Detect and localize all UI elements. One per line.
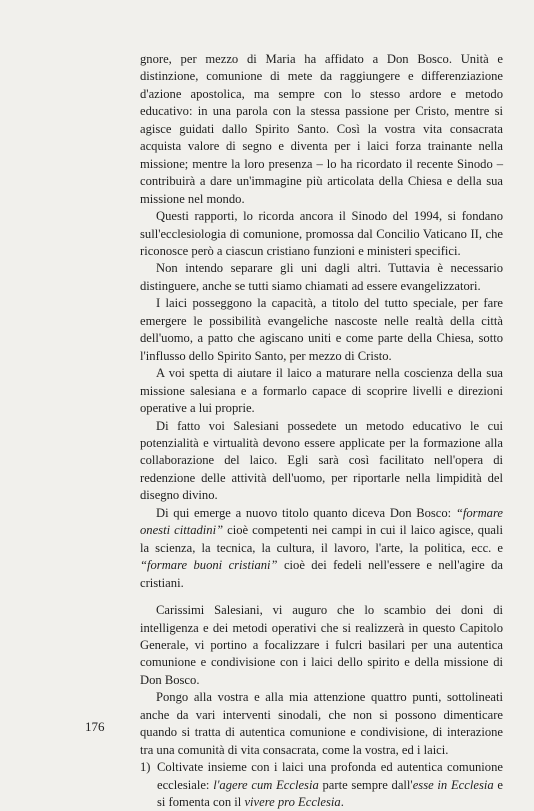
paragraph-8: Carissimi Salesiani, vi auguro che lo scambio dei doni di intelligenza e dei metodi operativi che si realizzerà in questo Capitolo Generale, vi portino a focalizzare i fulcri basilari per una autentica comunione e condivisione con i laici dello spirito e della missione di Don Bosco. bbox=[140, 603, 503, 687]
list-item-1 bbox=[140, 759, 503, 811]
list-item-1-number: 1) bbox=[140, 760, 151, 775]
paragraph-7-text-a: Di qui emerge a nuovo titolo quanto diceva Don Bosco: bbox=[156, 505, 456, 520]
latin-agere-cum-ecclesia: l'agere cum Ecclesia bbox=[213, 777, 319, 792]
quote-buoni-cristiani: “formare buoni cristiani” bbox=[140, 558, 278, 573]
paragraph-2: Questi rapporti, lo ricorda ancora il Sinodo del 1994, si fondano sull'ecclesiologia di comunione, promossa dal Concilio Vaticano II, che riconosce però a ciascun cristiano funzioni e ministeri specifici. bbox=[140, 209, 503, 258]
list-item-1-text-c: parte sempre dall' bbox=[318, 777, 413, 792]
latin-esse-in-ecclesia: esse in Ecclesia bbox=[412, 777, 494, 792]
paragraph-7-text-e: cioè dei fedeli nell'essere e nell'agire da cristiani. bbox=[140, 558, 503, 590]
paragraph-6: Di fatto voi Salesiani possedete un metodo educativo le cui potenzialità e virtualità devono essere applicate per la formazione alla collaborazione del laico. Egli sarà così facilitato nell'opera di redenzione delle attività dell'uomo, per riportarle nella limpidità del disegno divino. bbox=[140, 418, 503, 503]
paragraph-1: gnore, per mezzo di Maria ha affidato a Don Bosco. Unità e distinzione, comunione di mete da raggiungere e differenziazione d'azione apostolica, ma sempre con lo stesso ardore e metodo educativo: in una parola con la stessa passione per Cristo, mentre si agisce guidati dallo Spirito Santo. Così la vostra vita consacrata acquista valore di segno e diventa per i laici forza trainante nella missione; mentre la loro presenza – lo ha ricordato il recente Sinodo – contribuirà a dare un'immagine più articolata della Chiesa e della sua missione nel mondo. bbox=[140, 52, 503, 206]
quote-onesti-cittadini: “formare onesti cittadini” bbox=[140, 505, 503, 538]
paragraph-9: Pongo alla vostra e alla mia attenzione quattro punti, sottolineati anche da vari interventi sinodali, che non si possono dimenticare quando si tratta di autentica comunione e condivisione, di interazione tra una comunità di vita consacrata, come la vostra, ed i laici. bbox=[140, 690, 503, 757]
section-gap bbox=[140, 592, 503, 602]
paragraph-5: A voi spetta di aiutare il laico a maturare nella coscienza della sua missione salesiana e a formarlo capace di scoprire livelli e direzioni operative a lui proprie. bbox=[140, 366, 503, 416]
paragraph-4: I laici posseggono la capacità, a titolo del tutto speciale, per fare emergere le possibilità evangeliche nascoste nelle realtà della città dell'uomo, a patto che agiscano uniti e come parte della Chiesa, sotto l'influsso dello Spirito Santo, per mezzo di Cristo. bbox=[140, 296, 503, 363]
body-text bbox=[140, 51, 503, 811]
paragraph-7-text-c: cioè competenti nei campi in cui il laico agisce, quali la scienza, la tecnica, la cultura, il lavoro, l'arte, la politica, ecc. e bbox=[140, 523, 503, 555]
list-item-1-text-g: . bbox=[340, 795, 344, 810]
paragraph-7 bbox=[140, 505, 503, 592]
list-item-1-text-a: Coltivate insieme con i laici una profonda ed autentica comunione ecclesiale: bbox=[157, 760, 503, 792]
latin-vivere-pro-ecclesia: vivere pro Ecclesia bbox=[244, 795, 341, 810]
paragraph-3: Non intendo separare gli uni dagli altri. Tuttavia è necessario distinguere, anche se tutti siamo chiamati ad essere evangelizzatori. bbox=[140, 261, 503, 293]
list-item-1-text-e: e si fomenta con il bbox=[157, 777, 503, 810]
page-number: 176 bbox=[85, 719, 105, 734]
